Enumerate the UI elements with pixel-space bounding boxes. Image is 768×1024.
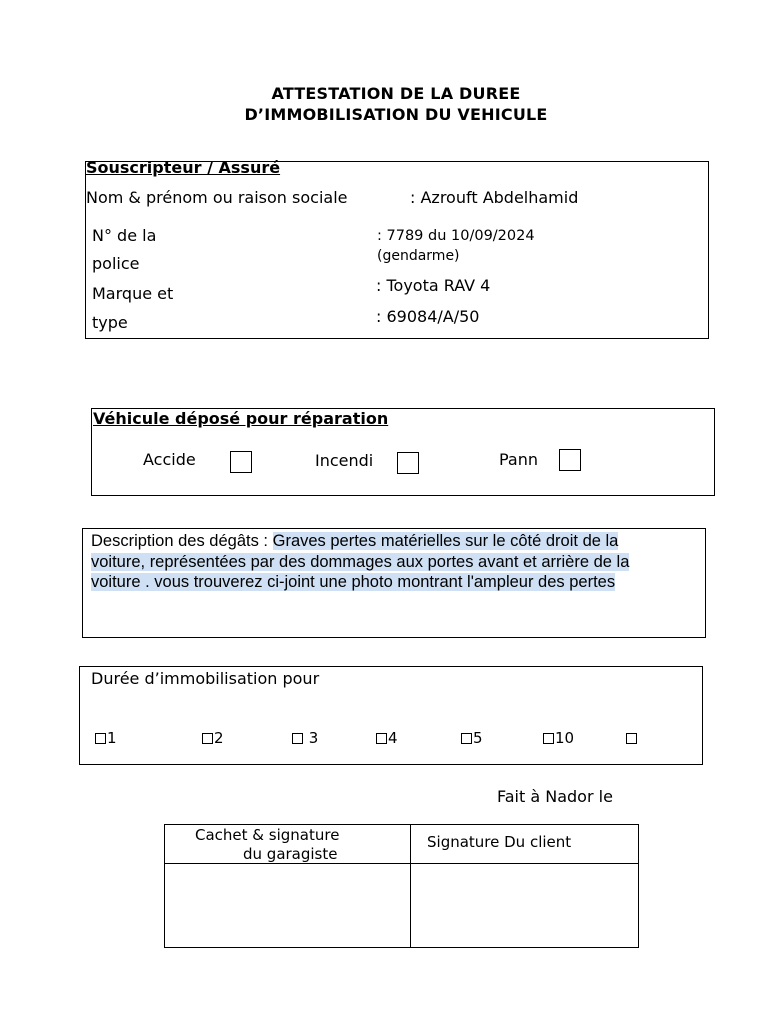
name-label: Nom & prénom ou raison sociale bbox=[86, 188, 348, 207]
subscriber-heading: Souscripteur / Assuré bbox=[86, 158, 281, 177]
policy-value-line1: : 7789 du 10/09/2024 bbox=[377, 228, 535, 244]
garage-signature-area[interactable] bbox=[165, 864, 410, 947]
option-label-accident: Accide bbox=[143, 450, 196, 469]
duration-option-5[interactable]: 5 bbox=[461, 729, 483, 747]
duration-heading: Durée d’immobilisation pour bbox=[91, 669, 320, 688]
make-label-line2: type bbox=[92, 313, 128, 332]
client-signature-label: Signature Du client bbox=[427, 833, 572, 851]
duration-option-4[interactable]: 4 bbox=[376, 729, 398, 747]
policy-value-line2: (gendarme) bbox=[377, 248, 460, 264]
document-title-line1: ATTESTATION DE LA DUREE bbox=[271, 84, 521, 103]
duration-option-3[interactable]: 3 bbox=[292, 729, 318, 747]
garage-signature-label-line2: du garagiste bbox=[243, 845, 338, 863]
policy-label-line2: police bbox=[92, 254, 140, 273]
accident-checkbox[interactable] bbox=[230, 451, 252, 473]
breakdown-checkbox[interactable] bbox=[559, 449, 581, 471]
fire-checkbox[interactable] bbox=[397, 452, 419, 474]
damage-label: Description des dégâts : bbox=[91, 532, 269, 550]
make-value: : Toyota RAV 4 bbox=[376, 276, 491, 295]
document-title-line2: D’IMMOBILISATION DU VEHICULE bbox=[244, 105, 548, 124]
duration-option-1[interactable]: 1 bbox=[95, 729, 117, 747]
duration-checkbox-4[interactable] bbox=[376, 733, 387, 744]
duration-option-2[interactable]: 2 bbox=[202, 729, 224, 747]
duration-checkbox-1[interactable] bbox=[95, 733, 106, 744]
damage-text-line3: voiture . vous trouverez ci-joint une photo montrant l'ampleur des pertes bbox=[91, 573, 616, 591]
make-label-line1: Marque et bbox=[92, 284, 174, 303]
name-value: : Azrouft Abdelhamid bbox=[410, 188, 579, 207]
option-label-breakdown: Pann bbox=[499, 450, 539, 469]
duration-option-other[interactable] bbox=[626, 729, 638, 747]
duration-checkbox-10[interactable] bbox=[543, 733, 554, 744]
option-label-fire: Incendi bbox=[315, 451, 374, 470]
garage-signature-label-line1: Cachet & signature bbox=[195, 826, 340, 844]
plate-value: : 69084/A/50 bbox=[376, 307, 480, 326]
deposit-heading: Véhicule déposé pour réparation bbox=[93, 409, 389, 428]
place-label: Fait à Nador le bbox=[497, 787, 613, 806]
duration-checkbox-2[interactable] bbox=[202, 733, 213, 744]
policy-label-line1: N° de la bbox=[92, 226, 157, 245]
damage-text-line2: voiture, représentées par des dommages aux portes avant et arrière de la bbox=[91, 552, 630, 571]
damage-description bbox=[91, 531, 701, 593]
duration-checkbox-other[interactable] bbox=[626, 733, 637, 744]
duration-option-10[interactable]: 10 bbox=[543, 729, 574, 747]
duration-checkbox-5[interactable] bbox=[461, 733, 472, 744]
client-signature-area[interactable] bbox=[411, 864, 638, 947]
damage-text-line1: Graves pertes matérielles sur le côté droit de la bbox=[272, 532, 619, 550]
duration-checkbox-3[interactable] bbox=[292, 733, 303, 744]
